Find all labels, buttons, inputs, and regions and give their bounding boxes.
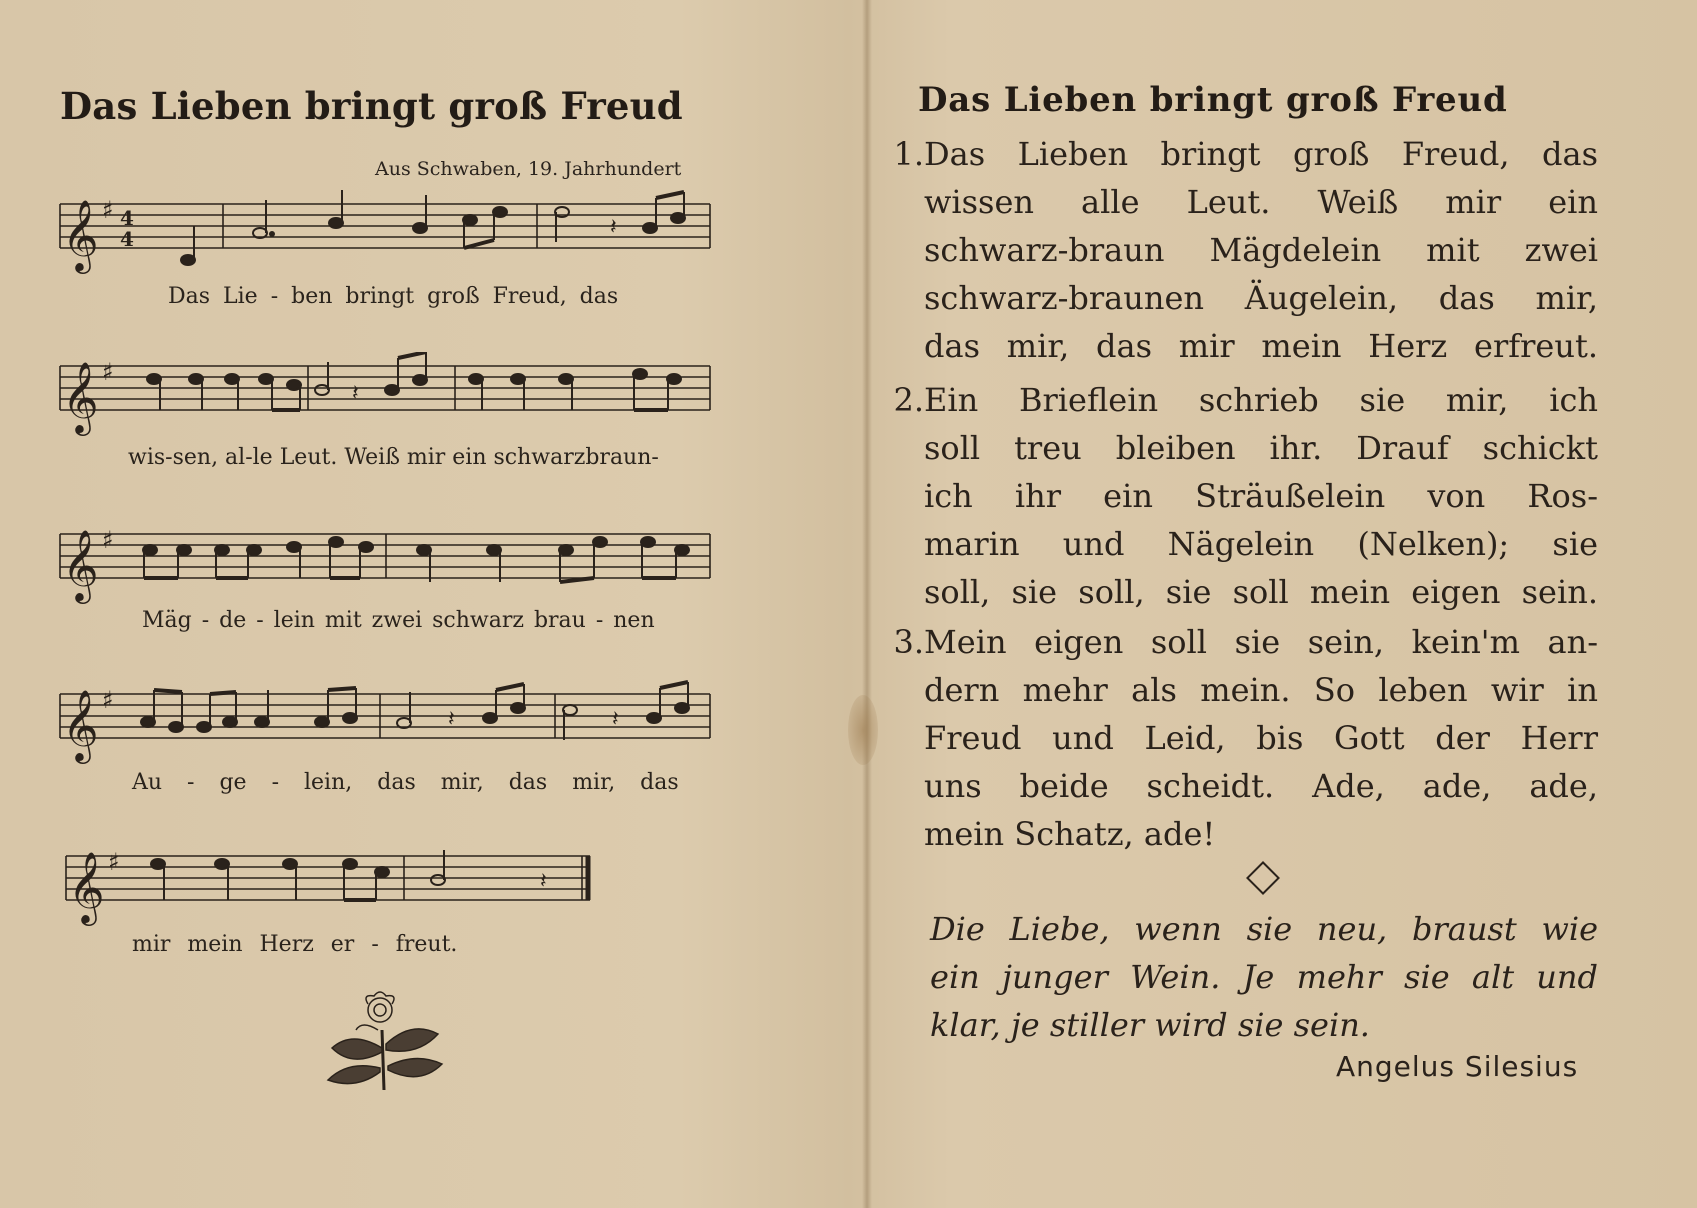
svg-text:𝄞: 𝄞 (62, 528, 99, 601)
svg-text:𝄽: 𝄽 (612, 707, 619, 732)
svg-text:𝄽: 𝄽 (540, 869, 547, 894)
verse-2-line-3: ich ihr ein Sträußelein von Ros- (924, 477, 1598, 515)
verse-3-line-5: mein Schatz, ade! (924, 815, 1216, 853)
staff-1-notation (0, 190, 860, 280)
svg-text:𝄞: 𝄞 (62, 198, 99, 271)
verse-3-line-1: Mein eigen soll sie sein, kein'm an- (924, 623, 1598, 661)
svg-text:♯: ♯ (108, 848, 120, 876)
quote-author: Angelus Silesius (1336, 1050, 1579, 1083)
verse-2-line-2: soll treu bleiben ihr. Drauf schickt (924, 429, 1598, 467)
svg-text:𝄞: 𝄞 (62, 360, 99, 433)
verse-2-line-5: soll, sie soll, sie soll mein eigen sein. (924, 573, 1598, 611)
svg-text:𝄞: 𝄞 (68, 850, 105, 923)
verse-1-number: 1. (893, 135, 924, 173)
verse-1-line-4: schwarz-braunen Äugelein, das mir, (924, 279, 1598, 317)
staff-2-notation (0, 352, 860, 442)
quote-line-1: Die Liebe, wenn sie neu, braust wie (930, 910, 1598, 948)
svg-text:4: 4 (120, 206, 134, 230)
right-page-title: Das Lieben bringt groß Freud (918, 80, 1508, 120)
lyric-line-1: Das Lie - ben bringt groß Freud, das (168, 284, 619, 309)
svg-text:♯: ♯ (102, 686, 114, 714)
svg-text:𝄽: 𝄽 (352, 381, 359, 406)
diamond-separator-icon (1246, 861, 1280, 895)
verse-1-line-2: wissen alle Leut. Weiß mir ein (924, 183, 1598, 221)
lyric-line-3: Mäg - de - lein mit zwei schwarz brau - nen (142, 608, 655, 633)
svg-text:♯: ♯ (102, 526, 114, 554)
verse-1-line-5: das mir, das mir mein Herz erfreut. (924, 327, 1598, 365)
svg-text:𝄽: 𝄽 (610, 215, 617, 240)
verse-3-line-4: uns beide scheidt. Ade, ade, ade, (924, 767, 1598, 805)
staff-4-notation (0, 680, 860, 770)
song-origin: Aus Schwaben, 19. Jahrhundert (375, 158, 682, 180)
quote-block (930, 905, 1598, 1049)
staff-5-notation (0, 842, 860, 932)
verse-3-line-2: dern mehr als mein. So leben wir in (924, 671, 1598, 709)
verse-3-line-3: Freud und Leid, bis Gott der Herr (924, 719, 1598, 757)
verse-2-number: 2. (893, 381, 924, 419)
svg-text:𝄞: 𝄞 (62, 688, 99, 761)
left-page-title: Das Lieben bringt groß Freud (60, 84, 683, 128)
page-gutter (862, 0, 872, 1208)
quote-line-3: klar, je stiller wird sie sein. (930, 1006, 1370, 1044)
verse-3-number: 3. (893, 623, 924, 661)
svg-text:♯: ♯ (102, 196, 114, 224)
verse-2-line-4: marin und Nägelein (Nelken); sie (924, 525, 1598, 563)
verse-1-line-1: Das Lieben bringt groß Freud, das (924, 135, 1598, 173)
svg-text:♯: ♯ (102, 358, 114, 386)
svg-text:𝄽: 𝄽 (448, 707, 455, 732)
lyric-line-4: Au - ge - lein, das mir, das mir, das (132, 770, 679, 795)
svg-text:4: 4 (120, 227, 134, 251)
verse-2-line-1: Ein Brieflein schrieb sie mir, ich (924, 381, 1598, 419)
staff-3-notation (0, 520, 860, 610)
lyric-line-5: mir mein Herz er - freut. (132, 932, 458, 957)
quote-line-2: ein junger Wein. Je mehr sie alt und (930, 958, 1598, 996)
lyric-line-2: wis-sen, al-le Leut. Weiß mir ein schwarzbraun- (128, 445, 659, 470)
flower-ornament (322, 990, 452, 1100)
verse-1-line-3: schwarz-braun Mägdelein mit zwei (924, 231, 1598, 269)
